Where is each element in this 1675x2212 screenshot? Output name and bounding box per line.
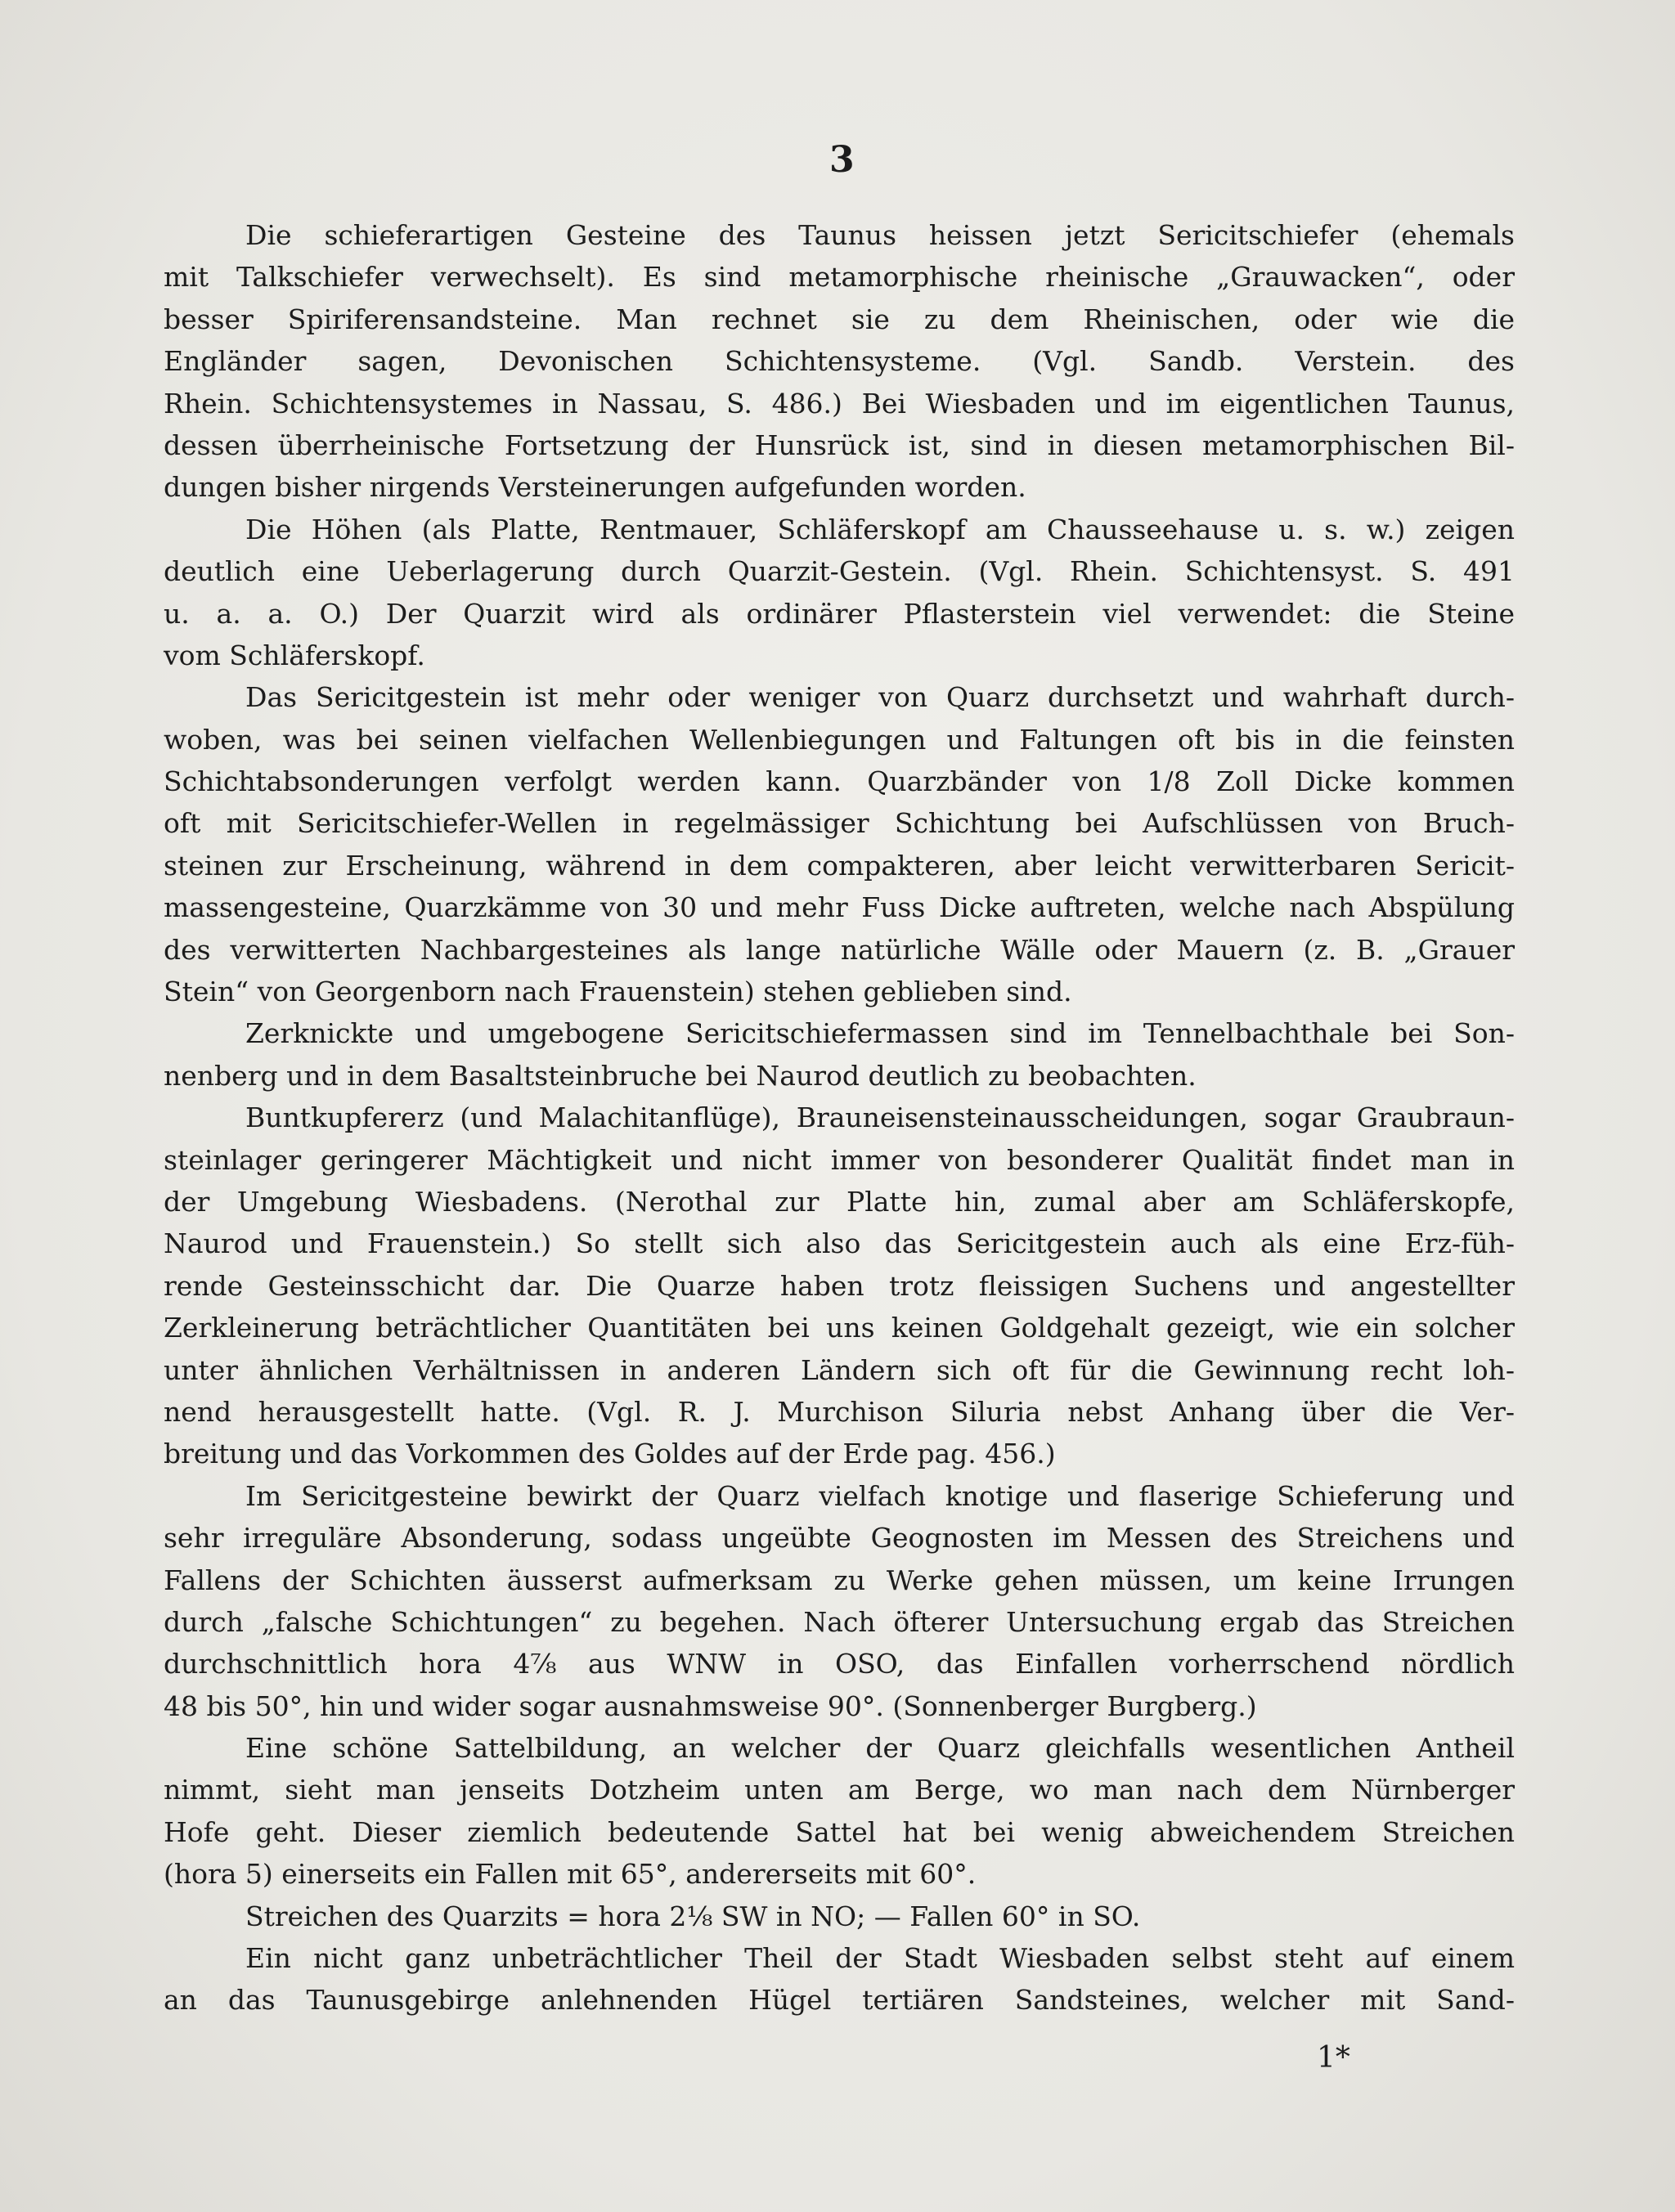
text-line: steinlager geringerer Mächtigkeit und nicht immer von besonderer Qualität findet man in (164, 1143, 1515, 1176)
text-line: Schichtabsonderungen verfolgt werden kann. Quarzbänder von 1/8 Zoll Dicke kommen (164, 765, 1515, 798)
text-line: Ein nicht ganz unbeträchtlicher Theil der Stadt Wiesbaden selbst steht auf einem (245, 1942, 1515, 1975)
text-line: Streichen des Quarzits = hora 2⅛ SW in NO; — Fallen 60° in SO. (245, 1900, 1141, 1932)
text-line: Hofe geht. Dieser ziemlich bedeutende Sattel hat bei wenig abweichendem Streichen (164, 1815, 1515, 1848)
text-line: dessen überrheinische Fortsetzung der Hunsrück ist, sind in diesen metamorphischen Bil- (164, 428, 1515, 461)
text-line: sehr irreguläre Absonderung, sodass ungeübte Geognosten im Messen des Streichens und (164, 1522, 1515, 1555)
text-line: rende Gesteinsschicht dar. Die Quarze haben trotz fleissigen Suchens und angestellter (164, 1269, 1515, 1302)
text-line: steinen zur Erscheinung, während in dem compakteren, aber leicht verwitterbaren Sericit- (164, 849, 1515, 882)
text-line: vom Schläferskopf. (164, 639, 425, 671)
text-line: an das Taunusgebirge anlehnenden Hügel tertiären Sandsteines, welcher mit Sand- (164, 1984, 1515, 2017)
text-line: durch „falsche Schichtungen“ zu begehen. Nach öfterer Untersuchung ergab das Streichen (164, 1605, 1515, 1638)
text-line: massengesteine, Quarzkämme von 30 und mehr Fuss Dicke auftreten, welche nach Abspülung (164, 891, 1515, 924)
text-line: nenberg und in dem Basaltsteinbruche bei Naurod deutlich zu beobachten. (164, 1059, 1197, 1092)
body-text (164, 214, 1515, 2021)
text-line: Die Höhen (als Platte, Rentmauer, Schläferskopf am Chausseehause u. s. w.) zeigen (245, 513, 1515, 545)
text-line: nend herausgestellt hatte. (Vgl. R. J. Murchison Siluria nebst Anhang über die Ver- (164, 1395, 1515, 1428)
text-line: Zerkleinerung beträchtlicher Quantitäten bei uns keinen Goldgehalt gezeigt, wie ein solcher (164, 1312, 1515, 1344)
text-line: Eine schöne Sattelbildung, an welcher der Quarz gleichfalls wesentlichen Antheil (245, 1732, 1515, 1765)
text-line: Stein“ von Georgenborn nach Frauenstein) stehen geblieben sind. (164, 976, 1072, 1008)
text-line: durchschnittlich hora 4⅞ aus WNW in OSO, das Einfallen vorherrschend nördlich (164, 1648, 1515, 1680)
text-line: dungen bisher nirgends Versteinerungen aufgefunden worden. (164, 471, 1026, 504)
signature-mark: 1* (1317, 2041, 1350, 2075)
text-line: Buntkupfererz (und Malachitanflüge), Brauneisensteinausscheidungen, sogar Graubraun- (245, 1102, 1515, 1134)
text-line: oft mit Sericitschiefer-Wellen in regelmässiger Schichtung bei Aufschlüssen von Bruch- (164, 807, 1515, 840)
text-line: deutlich eine Ueberlagerung durch Quarzit-Gestein. (Vgl. Rhein. Schichtensyst. S. 491 (164, 555, 1515, 588)
page-number: 3 (829, 139, 855, 181)
text-line: 48 bis 50°, hin und wider sogar ausnahmsweise 90°. (Sonnenberger Burgberg.) (164, 1689, 1257, 1722)
text-line: u. a. a. O.) Der Quarzit wird als ordinärer Pflasterstein viel verwendet: die Steine (164, 597, 1515, 630)
text-line: Zerknickte und umgebogene Sericitschiefermassen sind im Tennelbachthale bei Son- (245, 1017, 1515, 1050)
text-line: (hora 5) einerseits ein Fallen mit 65°, andererseits mit 60°. (164, 1858, 977, 1891)
text-line: Naurod und Frauenstein.) So stellt sich also das Sericitgestein auch als eine Erz-füh- (164, 1227, 1515, 1260)
text-line: des verwitterten Nachbargesteines als lange natürliche Wälle oder Mauern (z. B. „Grauer (164, 933, 1515, 966)
text-line: unter ähnlichen Verhältnissen in anderen Ländern sich oft für die Gewinnung recht loh- (164, 1353, 1515, 1386)
text-line: besser Spiriferensandsteine. Man rechnet sie zu dem Rheinischen, oder wie die (164, 303, 1515, 335)
text-line: Die schieferartigen Gesteine des Taunus heissen jetzt Sericitschiefer (ehemals (245, 219, 1515, 251)
text-line: breitung und das Vorkommen des Goldes auf der Erde pag. 456.) (164, 1438, 1056, 1470)
text-line: nimmt, sieht man jenseits Dotzheim unten am Berge, wo man nach dem Nürnberger (164, 1774, 1515, 1806)
text-line: Fallens der Schichten äusserst aufmerksam zu Werke gehen müssen, um keine Irrungen (164, 1564, 1515, 1596)
text-line: Das Sericitgestein ist mehr oder weniger von Quarz durchsetzt und wahrhaft durch- (245, 681, 1515, 714)
text-line: der Umgebung Wiesbadens. (Nerothal zur Platte hin, zumal aber am Schläferskopfe, (164, 1185, 1515, 1218)
text-line: Engländer sagen, Devonischen Schichtensysteme. (Vgl. Sandb. Verstein. des (164, 345, 1515, 378)
text-line: mit Talkschiefer verwechselt). Es sind metamorphische rheinische „Grauwacken“, oder (164, 261, 1515, 294)
text-line: Rhein. Schichtensystemes in Nassau, S. 486.) Bei Wiesbaden und im eigentlichen Taunus, (164, 387, 1515, 420)
text-line: Im Sericitgesteine bewirkt der Quarz vielfach knotige und flaserige Schieferung und (245, 1479, 1515, 1512)
text-line: woben, was bei seinen vielfachen Wellenbiegungen und Faltungen oft bis in die feinsten (164, 723, 1515, 756)
